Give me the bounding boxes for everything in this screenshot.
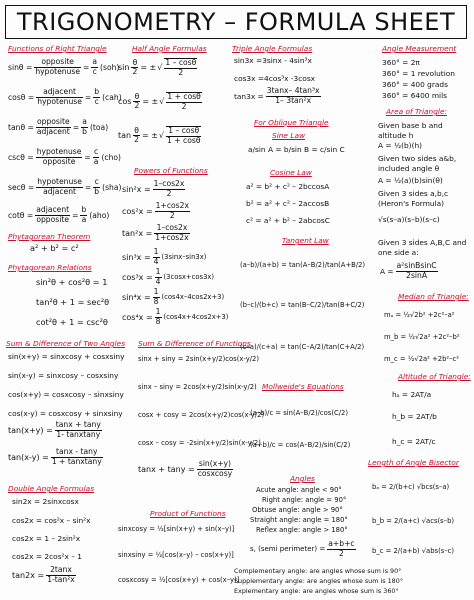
rt-letter-fraction [91,58,98,76]
rt-den: opposite [42,156,76,166]
rt-note: (soh) [100,62,120,72]
rt-d2: b [94,186,100,196]
explementary-angle: Explementary angle: are angles whose sum is 360° [234,587,399,595]
right-triangle-row [8,118,108,136]
mollweide-1: (a–b)/c = sin(A–B/2)/cos(C/2) [250,409,348,417]
half-tan-two: 2 [134,135,139,144]
sum-diff-function-4: cosx – cosy = -2sin(x+y/2)sin(x-y/2) [138,439,261,447]
rt-num: opposite [34,58,81,68]
half-cos-den: 2 [181,101,187,111]
rt-word-fraction [36,148,83,166]
triple-tan-lhs: tan3x = [234,91,264,101]
tan-double-formula [12,566,77,584]
rt-d2: c [92,66,97,76]
pythagorean-relation-1: sin²θ + cos²θ = 1 [36,277,108,287]
half-cos-two: 2 [134,101,140,110]
tan-sum-functions [138,460,234,478]
sine-law-formula: a/sin A = b/sin B = c/sin C [248,145,345,154]
tan-diff-formula [8,448,104,466]
sin3-expr: (3sinx–sin3x) [161,253,207,261]
tangent-law-1: (a–b)/(a+b) = tan(A–B/2)/tan(A+B/2) [240,261,366,269]
half-sin-lhs: sin [118,63,130,72]
semi-num: a+b+c [328,539,355,548]
rt-n2: b [94,87,100,96]
half-cos-theta: θ [134,91,140,101]
tan-double-den: 1-tan²x [47,574,75,584]
double-angle-3: cos2x = 1 – 2sin²x [12,534,81,543]
half-tan-lhs: tan [118,131,132,140]
half-tan-theta: θ [134,125,139,135]
rt-n2: b [81,205,87,214]
semi-den: 2 [339,548,344,558]
sin4-d: 8 [153,296,159,306]
angle-measurement-heading: Angle Measurement [382,44,457,53]
rt-num: opposite [36,117,70,126]
cosine-law-3: c² = a² + b² – 2abcosC [246,216,330,225]
sum-diff-function-3: cosx + cosy = 2cos(x+y/2)cos(x-y/2) [138,411,265,419]
oblique-heading: For Oblique Triangle [254,118,329,127]
tan-sum-formula [8,421,103,439]
altitude-1: hₐ = 2AT/a [392,390,432,399]
tangent-law-3: (c–a)/(c+a) = tan(C–A/2)/tan(C+A/2) [240,343,365,351]
rt-lhs: cotθ = [8,210,34,220]
half-angle-tan: tan $\frac{\theta}{2}$ = ± √ $\frac{1 - \cos\theta}{1 + \cos\theta}$ [118,125,201,145]
sum-diff-angles-heading: Sum & Difference of Two Angles [6,339,126,348]
sine-law-heading: Sine Law [272,131,306,140]
rt-n2: a [82,117,87,126]
median-heading: Median of Triangle: [398,292,469,301]
median-3: m_c = ½√2a² +2b²–c² [384,355,459,363]
sum-diff-function-2: sinx – siny = 2cos(x+y/2)sin(x-y/2) [138,383,257,391]
area-text-1: Given base b and altitude h [378,121,443,140]
measurement-4: 360° = 6400 mils [382,91,448,100]
area4-den: 2sinA [406,270,428,280]
bisector-1: bₐ = 2/(b+c) √bcs(s–a) [372,483,450,491]
mollweide-2: (a+b)/c = cos(A–B/2)/sin(C/2) [250,441,351,449]
half-tan-eq: = ± [141,131,158,140]
double-angle-heading: Double Angle Formulas [8,484,95,493]
rt-num: adjacent [36,205,70,214]
power-tan2: tan²x = $\frac{1-\cos 2x}{1+\cos 2x}$ [122,223,189,242]
tan-sum-func-lhs: tanx + tany = [138,464,195,474]
rt-den: hypotenuse [35,66,80,76]
sin4-c: 1 [153,287,159,296]
tan2-den: 1+cos2x [155,232,189,242]
tan-double-num: 2tanx [46,566,76,576]
pythagorean-theorem-formula: a² + b² = c² [30,243,79,253]
rt-word-fraction [36,178,83,196]
cos3-expr: (3cosx+cos3x) [163,273,215,281]
tan-sum-num: tanx + tany [55,420,101,429]
tan-sum-func-den: cosxcosy [197,468,233,478]
bisector-2: b_b = 2/(a+c) √acs(s–b) [372,517,455,525]
mollweide-heading: Mollweide's Equations [262,382,344,391]
area4-lhs: A = [380,266,394,276]
rt-word-fraction [36,88,83,106]
sum-diff-function-1: sinx + siny = 2sin(x+y/2)cos(x-y/2) [138,355,260,363]
cos4-d: 8 [155,316,161,326]
triple-tan-num: 3tanx– 4tan³x [266,86,320,95]
area-formula-1: A = ½(b)(h) [378,141,423,150]
angles-heading: Angles [290,474,315,483]
right-triangle-heading: Functions of Right Triangle [8,44,107,53]
altitude-heading: Altitude of Triangle: [398,372,471,381]
cos2-den: 2 [169,210,175,220]
rt-num: hypotenuse [37,177,82,186]
pythagorean-relation-3: cot²θ + 1 = csc²θ [36,317,108,327]
semi-perimeter [250,540,357,558]
triple-angle-1: sin3x =3sinx - 4sin³x [234,56,312,65]
cos3-c: 1 [155,267,161,276]
rt-eq: = [72,210,79,220]
angle-type-3: Obtuse angle: angle > 90° [252,506,343,514]
rt-note: (sha) [102,182,122,192]
area4-num: a²sinBsinC [396,261,437,270]
half-sin-den: 2 [178,67,184,77]
sum-diff-angle-3: cos(x+y) = cosxcosy – sinxsiny [8,390,124,399]
rt-letter-fraction [81,118,88,136]
tan-sum-den: 1- tanxtany [56,429,101,439]
rt-d2: b [82,126,87,136]
rt-letter-fraction [93,178,100,196]
power-sin3: sin³x = $\frac{1}{4}$ (3sinx–sin3x) [122,247,207,266]
half-tan-num: 1 – cosθ [166,127,201,137]
sin4-expr: (cos4x–4cos2x+3) [161,293,225,301]
triple-angle-heading: Triple Angle Formulas [232,44,313,53]
pythagorean-relations-heading: Phytagorean Relations [8,263,92,272]
product-1: sinxcosy = ½[sin(x+y) + sin(x–y)] [118,525,235,533]
rt-letter-fraction [93,88,100,106]
half-angle-sin: sin $\frac{\theta}{2}$ = ± √ $\frac{1 - \cos\theta}{2}$ [118,57,197,77]
altitude-2: h_b = 2AT/b [392,412,437,421]
rt-num: hypotenuse [36,147,82,156]
sin2-num: 1–cos2x [153,179,185,188]
sum-diff-functions-heading: Sum & Difference of Functions [138,339,251,348]
area-formula-3: √s(s–a)(s–b)(s–c) [378,215,440,224]
sin2-den: 2 [166,188,172,198]
rt-note: (cah) [102,92,122,102]
rt-note: (toa) [89,122,109,132]
rt-n2: c [94,147,99,156]
rt-den: adjacent [36,126,70,136]
powers-heading: Powers of Functions [134,166,208,175]
half-cos-lhs: cos [118,97,132,106]
rt-word-fraction [35,206,70,224]
cos4-c: 1 [155,307,161,316]
bisector-3: b_c = 2/(a+b) √abs(s–c) [372,547,455,555]
median-1: mₐ = ½√2b² +2c²–a² [384,311,455,319]
double-angle-1: sin2x = 2sinxcosx [12,497,79,506]
rt-den: adjacent [43,186,77,196]
tan-diff-num: tanx - tany [51,448,103,458]
rt-letter-fraction [80,206,87,224]
rt-num: adjacent [36,88,83,98]
half-sin-num: 1 – cosθ [165,58,197,67]
complementary-angle: Complementary angle: are angles whose sum is 90° [234,567,402,575]
rt-d2: a [93,156,99,166]
rt-eq: = [83,62,90,72]
power-cos4: cos⁴x = $\frac{1}{8}$ (cos4x+4cos2x+3) [122,307,229,326]
rt-eq: = [72,122,80,132]
product-2: sinxsiny = ½[cos(x–y) – cos(x+y)] [118,551,234,559]
rt-lhs: sinθ = [8,62,33,72]
measurement-1: 360° = 2π [382,58,420,67]
bisector-heading: Length of Angle Bisector [368,458,459,467]
tangent-law-2: (b–c)/(b+c) = tan(B–C/2)/tan(B+C/2) [240,301,365,309]
cos4-expr: (cos4x+4cos2x+3) [163,313,229,321]
sum-diff-angle-1: sin(x+y) = sinxcosy + cosxsiny [8,352,125,361]
sum-diff-angle-2: sin(x-y) = sinxcosy – cosxsiny [8,371,119,380]
angle-type-5: Reflex angle: angle > 180° [256,526,348,534]
cosine-law-heading: Cosine Law [270,168,312,177]
half-tan-den: 1 + cosθ [167,135,201,145]
measurement-2: 360° = 1 revolution [382,69,455,78]
product-3: cosxcosy = ½[cos(x+y) + cos(x–y)] [118,576,240,584]
power-sin4: sin⁴x = $\frac{1}{8}$ (cos4x–4cos2x+3) [122,287,225,306]
half-cos-eq: = ± [142,97,159,106]
rt-eq: = [84,152,91,162]
half-sin-theta: θ [132,57,138,67]
area-formula-4 [380,262,439,280]
rt-note: (aho) [89,210,110,220]
tan-diff-den: 1 + tanxtany [51,456,102,466]
half-cos-num: 1 + cosθ [167,92,201,101]
angle-type-4: Straight angle: angle = 180° [250,516,348,524]
triple-tan-den: 1– 3tan²x [275,95,312,105]
area-text-4: Given 3 sides A,B,C and one side a: [378,238,467,257]
tangent-law-heading: Tangent Law [282,236,329,245]
rt-lhs: cosθ = [8,92,35,102]
area-text-2: Given two sides a&b, included angle θ [378,154,457,173]
altitude-3: h_c = 2AT/c [392,437,436,446]
rt-den: hypotenuse [37,96,82,106]
rt-d2: a [81,214,87,224]
rt-letter-fraction [93,148,100,166]
rt-word-fraction [34,58,81,76]
rt-n2: c [94,177,99,186]
half-angle-cos: cos $\frac{\theta}{2}$ = ± √ $\frac{1 + \cos\theta}{2}$ [118,91,201,111]
rt-eq: = [84,182,92,192]
measurement-3: 360° = 400 grads [382,80,448,89]
rt-den: opposite [36,214,69,224]
rt-d2: c [94,96,99,106]
area-text-3: Given 3 sides a,b,c (Heron's Formula) [378,189,449,208]
area-heading: Area of Triangle: [386,107,448,116]
cosine-law-2: b² = a² + c² – 2accosB [246,199,330,208]
tan-double-lhs: tan2x = [12,570,45,580]
right-triangle-row [8,206,109,224]
right-triangle-row [8,88,122,106]
right-triangle-row [8,148,121,166]
power-cos2: cos²x = $\frac{1+\cos 2x}{2}$ [122,201,189,220]
angle-type-1: Acute angle: angle < 90° [256,486,342,494]
rt-lhs: cscθ = [8,152,34,162]
cos2-num: 1+cos2x [155,201,189,210]
semi-lhs: s, (semi perimeter) = [250,545,326,553]
rt-n2: a [92,57,98,66]
power-sin2: sin²x = $\frac{1-\cos 2x}{2}$ [122,179,185,198]
right-triangle-row [8,58,119,76]
triple-angle-tan [234,87,322,105]
rt-note: (cho) [101,152,122,162]
double-angle-2: cos2x = cos²x – sin²x [12,516,91,525]
right-triangle-row [8,178,121,196]
angle-type-2: Right angle: angle = 90° [262,496,347,504]
sum-diff-angle-4: cos(x-y) = cosxcosy + sinxsiny [8,409,123,418]
cosine-law-1: a² = b² + c² – 2bccosA [246,182,330,191]
page-title: TRIGONOMETRY – FORMULA SHEET [5,5,467,39]
area-formula-2: A = ½(a)(b)sin(θ) [378,176,443,185]
rt-lhs: secθ = [8,182,35,192]
tan-sum-func-num: sin(x+y) [197,460,233,470]
tan-diff-lhs: tan(x-y) = [8,452,49,462]
triple-angle-2: cos3x =4cos³x -3cosx [234,74,316,83]
half-sin-eq: = ± [140,63,157,72]
pythagorean-theorem-heading: Phytagorean Theorem [8,232,91,241]
half-sin-two: 2 [132,67,138,76]
sin3-c: 1 [153,247,159,256]
rt-lhs: tanθ = [8,122,34,132]
product-heading: Product of Functions [150,509,226,518]
rt-eq: = [84,92,92,102]
tan-sum-lhs: tan(x+y) = [8,425,53,435]
supplementary-angle: Supplementary angle: are angles whose sum is 180° [234,577,404,585]
power-cos3: cos³x = $\frac{1}{4}$ (3cosx+cos3x) [122,267,215,286]
half-angle-heading: Half Angle Formulas [132,44,207,53]
pythagorean-relation-2: tan²θ + 1 = sec²θ [36,297,110,307]
rt-word-fraction [36,118,71,136]
tan2-num: 1–cos2x [154,224,189,234]
double-angle-4: cos2x = 2cos²x – 1 [12,552,82,561]
cos3-d: 4 [155,276,161,286]
median-2: m_b = ½√2a² +2c²–b² [384,333,460,341]
sin3-d: 4 [153,256,159,266]
